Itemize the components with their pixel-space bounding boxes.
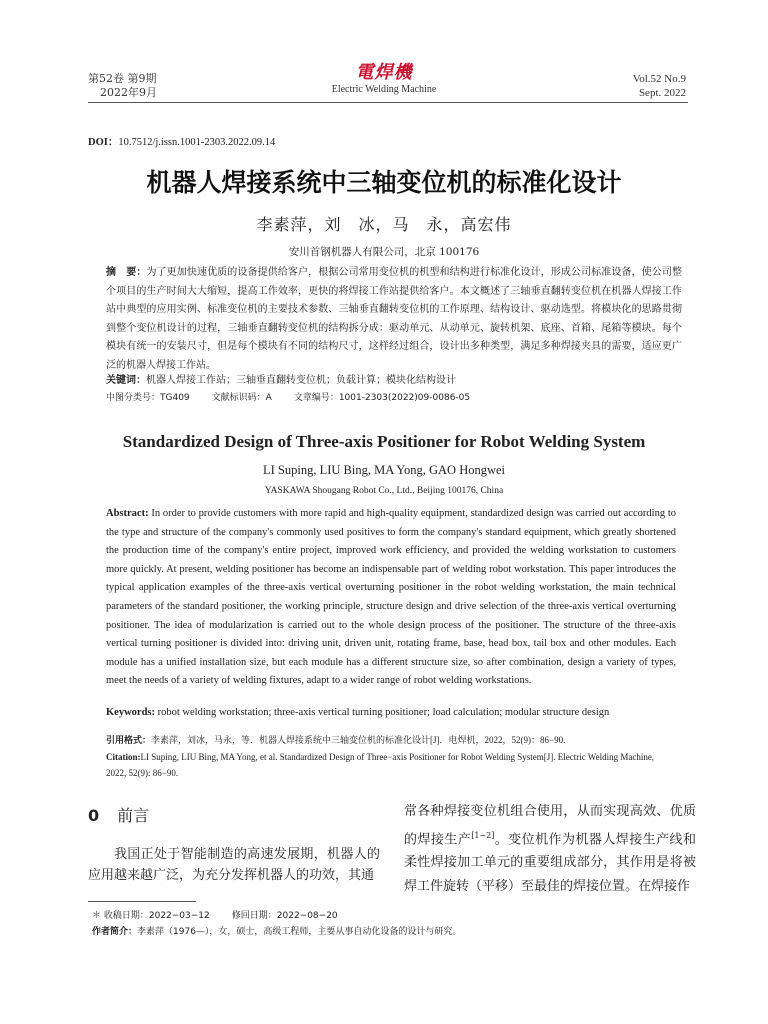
citation-en-text: LI Suping, LIU Bing, MA Yong, et al. Standardized Design of Three−axis Positioner for Robot Welding System[J]. Electric Welding Machine, 2022, 52(9): 86−90.: [106, 752, 655, 778]
body-column-right: [404, 800, 696, 898]
journal-name-en: Electric Welding Machine: [331, 84, 437, 95]
citation-en: [106, 749, 676, 781]
section-title: 前言: [117, 806, 150, 825]
citation-cn-text: 李素萍，刘冰，马永，等．机器人焊接系统中三轴变位机的标准化设计[J]．电焊机，2022，52(9)：86−90.: [151, 735, 566, 745]
received-date: ＊ 收稿日期：2022−03−12: [92, 911, 210, 921]
keywords-en-text: robot welding workstation; three-axis vertical turning positioner; load calculation; modular structure design: [157, 707, 610, 718]
citation-cn: [106, 732, 676, 749]
authors-en: LI Suping, LIU Bing, MA Yong, GAO Hongwei: [262, 463, 506, 477]
classification-line: [106, 391, 682, 405]
body-column-left: 我国正处于智能制造的高速发展期，机器人的应用越来越广泛，为充分发挥机器人的功效，其通: [88, 847, 380, 883]
volume-issue-cn: 第52卷 第9期: [88, 72, 157, 85]
section-heading: [88, 803, 149, 826]
header-rule: [88, 102, 688, 103]
reference-citation[interactable]: [1−2]: [471, 830, 495, 840]
abstract-cn-label: 摘 要：: [106, 267, 147, 278]
affiliation-cn: 安川首钢机器人有限公司，北京 100176: [288, 246, 480, 258]
footnote-author: [92, 925, 461, 941]
abstract-cn-text: 为了更加快速优质的设备提供给客户，根据公司常用变位机的机型和结构进行标准化设计，形成公司标准设备，使公司整个项目的生产时间大大缩短，提高工作效率，更快的将焊接工作站提供给客户。本文概述了三轴垂直翻转变位机在机器人焊接工作站中典型的应用实例、标准变位机的主要技术参数、三轴垂直翻转变位机的工作原理、结构设计、驱动选型。将模块化的思路贯彻到整个变位机设计的过程，三轴垂直翻转变位机的结构拆分成：驱动单元、从动单元、旋转机架、底座、首箱、尾箱等模块。每个模块有统一的安装尺寸，但是每个模块有不同的结构尺寸，这样经过组合，设计出多种类型，满足多种焊接夹具的需要，适应更广泛的机器人焊接工作站。: [106, 267, 683, 371]
body-right-text-2: 。变位机作为机器人焊接生产线和柔性焊接加工单元的重要组成部分，其作用是将被焊工件旋转（平移）至最佳的焊接位置。在焊接作: [404, 831, 696, 894]
article-number: 文章编号：1001-2303(2022)09-0086-05: [293, 393, 471, 403]
page-title-en: Standardized Design of Three-axis Positioner for Robot Welding System: [122, 432, 646, 451]
date-en: Sept. 2022: [638, 87, 686, 99]
doi-label: DOI：: [88, 137, 119, 148]
volume-issue-en: Vol.52 No.9: [632, 73, 686, 85]
journal-logo: 電焊機: [355, 62, 413, 83]
body-right-text-1: 常各种焊接变位机组合使用，从而实现高效、优质的焊接生产: [404, 804, 696, 847]
doi-link[interactable]: 10.7512/j.issn.1001-2303.2022.09.14: [118, 137, 276, 148]
keywords-cn-label: 关键词：: [106, 375, 146, 386]
abstract-en: [106, 505, 676, 691]
revised-date: 修回日期：2022−08−20: [231, 911, 338, 921]
footnote: [92, 909, 461, 940]
citation-block: [106, 732, 676, 781]
abstract-en-label: Abstract:: [106, 508, 149, 519]
doi-line: [88, 134, 275, 149]
section-number: 0: [88, 806, 100, 825]
footnote-dates: [92, 909, 461, 925]
author-bio-label: 作者简介：: [92, 926, 138, 937]
abstract-cn: [106, 264, 682, 375]
affiliation-en: YASKAWA Shougang Robot Co., Ltd., Beijing 100176, China: [264, 486, 504, 496]
citation-cn-label: 引用格式：: [106, 736, 152, 746]
citation-en-label: Citation:: [106, 752, 141, 762]
date-cn: 2022年9月: [100, 86, 157, 99]
keywords-cn-text: 机器人焊接工作站；三轴垂直翻转变位机；负载计算；模块化结构设计: [146, 375, 456, 386]
keywords-en: [106, 705, 676, 721]
footnote-rule: [88, 901, 196, 902]
page-title-cn: 机器人焊接系统中三轴变位机的标准化设计: [146, 168, 622, 197]
document-code: 文献标识码：A: [211, 393, 272, 403]
author-bio: 李素萍（1976—），女，硕士，高级工程师，主要从事自动化设备的设计与研究。: [137, 926, 462, 937]
clc-number: 中图分类号：TG409: [106, 393, 190, 403]
authors-cn: 李素萍，刘 冰，马 永，高宏伟: [256, 215, 512, 234]
header-volume-en: [633, 72, 686, 100]
keywords-en-label: Keywords:: [106, 707, 155, 718]
keywords-cn: [106, 373, 682, 389]
abstract-en-text: In order to provide customers with more rapid and high-quality equipment, standardized design was carried out according to the type and structure of the company's commonly used positives to form the company's standard equipment, which greatly shortened the production time of the company's entire project, improved work efficiency, and provided the welding workstation to customers more quickly. At present, welding positioner has become an indispensable part of welding robot workstation. This paper introduces the typical application examples of the three-axis vertical overturning positioner in the robot welding workstation, the main technical parameters of the standard positioner, the working principle, structure design and drive selection of the three-axis vertical overturning positioner. The idea of modularization is carried out to the whole design process of the positioner. The structure of the three-axis vertical turning positioner is divided into: driving unit, driven unit, rotating frame, base, head box, tail box and other modules. Each module has a unified installation size, but each module has a different structure size, so after combination, design a variety of types, meet the needs of a variety of welding fixtures, adapt to a wider range of robot welding workstations.: [106, 508, 677, 687]
